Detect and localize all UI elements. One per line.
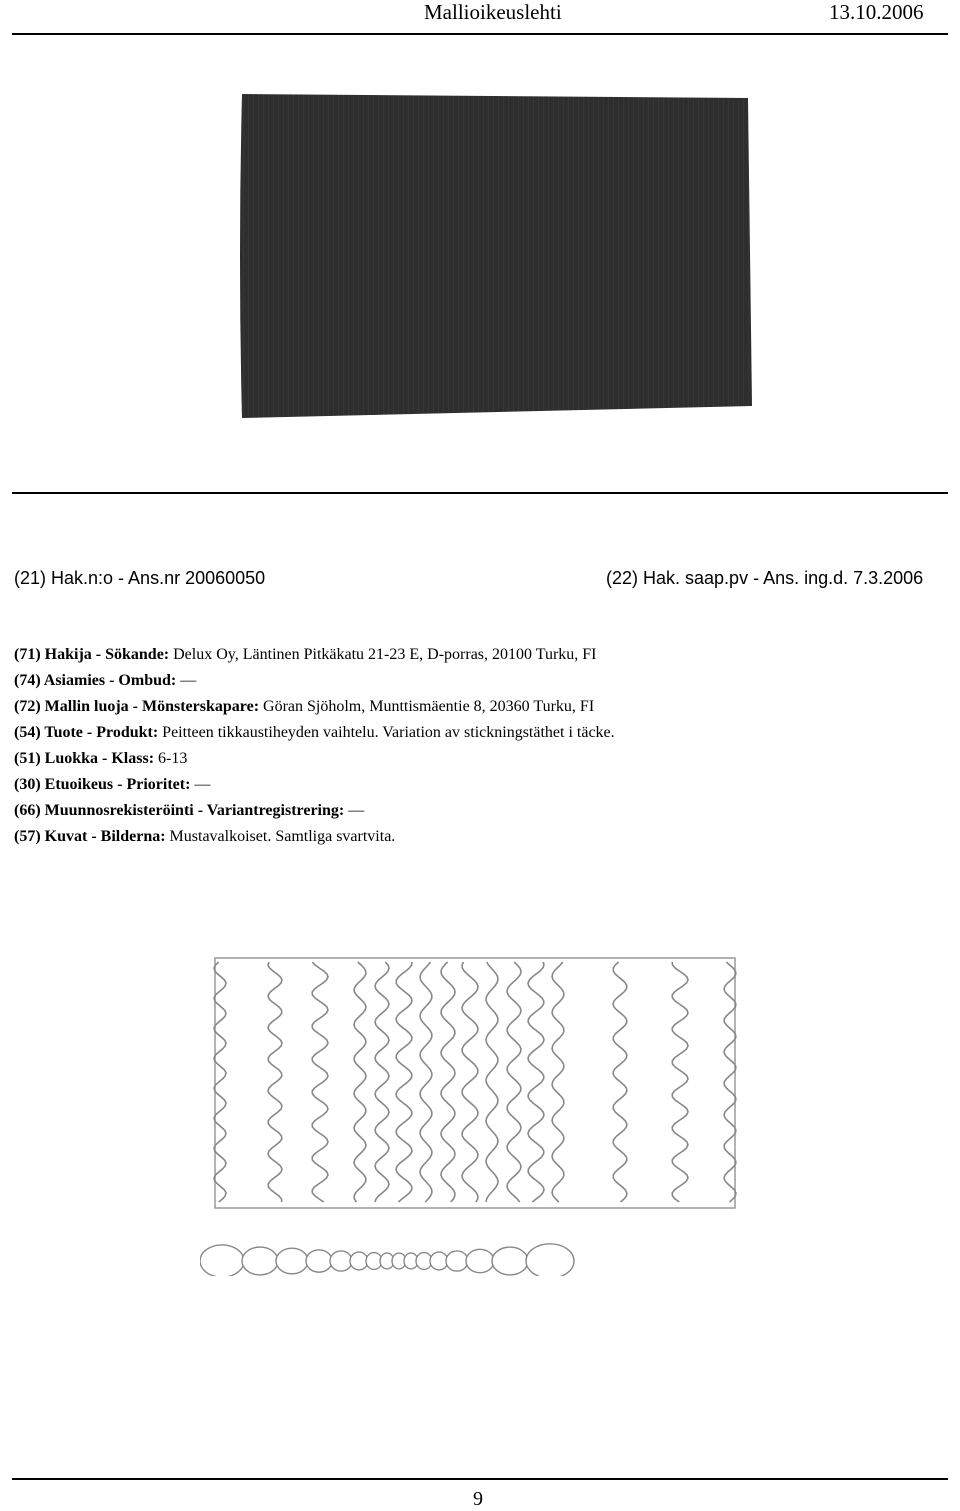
- design-photo: [228, 88, 758, 428]
- profile-bulge: [242, 1247, 278, 1275]
- field-class: [14, 746, 944, 772]
- filing-date: (22) Hak. saap.pv - Ans. ing.d. 7.3.2006: [606, 568, 924, 588]
- field-label: (51) Luokka - Klass:: [14, 750, 155, 767]
- stitch-line: [528, 962, 544, 1202]
- profile-bulge: [446, 1251, 468, 1271]
- field-label: (74) Asiamies - Ombud:: [14, 672, 177, 689]
- field-value: Peitteen tikkaustiheyden vaihtelu. Variation av stickningstäthet i täcke.: [162, 724, 615, 741]
- field-images: [14, 824, 944, 850]
- field-value: Mustavalkoiset. Samtliga svartvita.: [169, 828, 396, 845]
- field-agent: [14, 668, 944, 694]
- profile-bulge: [200, 1245, 244, 1276]
- footer-rule: [12, 1478, 948, 1480]
- drawing-frame: [215, 958, 735, 1208]
- field-designer: [14, 694, 944, 720]
- stitch-line: [375, 962, 389, 1202]
- field-value: Delux Oy, Läntinen Pitkäkatu 21-23 E, D-porras, 20100 Turku, FI: [173, 646, 597, 663]
- quilt-stitching-drawing: [200, 946, 760, 1276]
- bibliographic-fields: [14, 642, 944, 850]
- profile-bulge: [492, 1247, 528, 1275]
- stitch-line: [462, 962, 478, 1202]
- stitch-line: [613, 962, 627, 1202]
- field-label: (30) Etuoikeus - Prioritet:: [14, 776, 191, 793]
- stitch-line: [672, 962, 688, 1202]
- stitch-line: [396, 962, 412, 1202]
- issue-date: 13.10.2006: [829, 0, 924, 24]
- profile-bulge: [466, 1249, 494, 1272]
- stitch-line: [354, 962, 366, 1202]
- stitch-line: [486, 962, 498, 1202]
- field-applicant: [14, 642, 944, 668]
- stitch-line: [724, 962, 736, 1202]
- field-variant: [14, 798, 944, 824]
- stitch-line: [312, 962, 328, 1202]
- profile-bulge: [526, 1244, 574, 1276]
- field-label: (57) Kuvat - Bilderna:: [14, 828, 166, 845]
- profile-bulge: [306, 1250, 332, 1272]
- field-label: (72) Mallin luoja - Mönsterskapare:: [14, 698, 260, 715]
- profile-bulge: [430, 1252, 448, 1270]
- stitch-line: [552, 962, 564, 1202]
- field-label: (71) Hakija - Sökande:: [14, 646, 170, 663]
- profile-bulge: [330, 1251, 352, 1271]
- stitch-line: [420, 962, 432, 1202]
- field-label: (54) Tuote - Produkt:: [14, 724, 159, 741]
- field-value: 6-13: [158, 750, 188, 767]
- section-rule: [12, 492, 948, 494]
- page-number: 9: [473, 1488, 483, 1510]
- stitch-line: [268, 962, 282, 1202]
- application-number: (21) Hak.n:o - Ans.nr 20060050: [14, 568, 266, 588]
- journal-title: Mallioikeuslehti: [424, 0, 562, 24]
- profile-bulge: [350, 1252, 368, 1270]
- field-value: Göran Sjöholm, Munttismäentie 8, 20360 Turku, FI: [263, 698, 595, 715]
- field-priority: [14, 772, 944, 798]
- profile-bulge: [276, 1248, 308, 1274]
- stitch-line: [441, 962, 455, 1202]
- stitch-line: [507, 962, 521, 1202]
- field-label: (66) Muunnosrekisteröinti - Variantregistrering:: [14, 802, 345, 819]
- header-rule: [12, 33, 948, 35]
- field-value: —: [194, 776, 211, 793]
- field-value: —: [348, 802, 365, 819]
- stitch-line: [214, 962, 226, 1202]
- field-product: [14, 720, 944, 746]
- field-value: —: [180, 672, 197, 689]
